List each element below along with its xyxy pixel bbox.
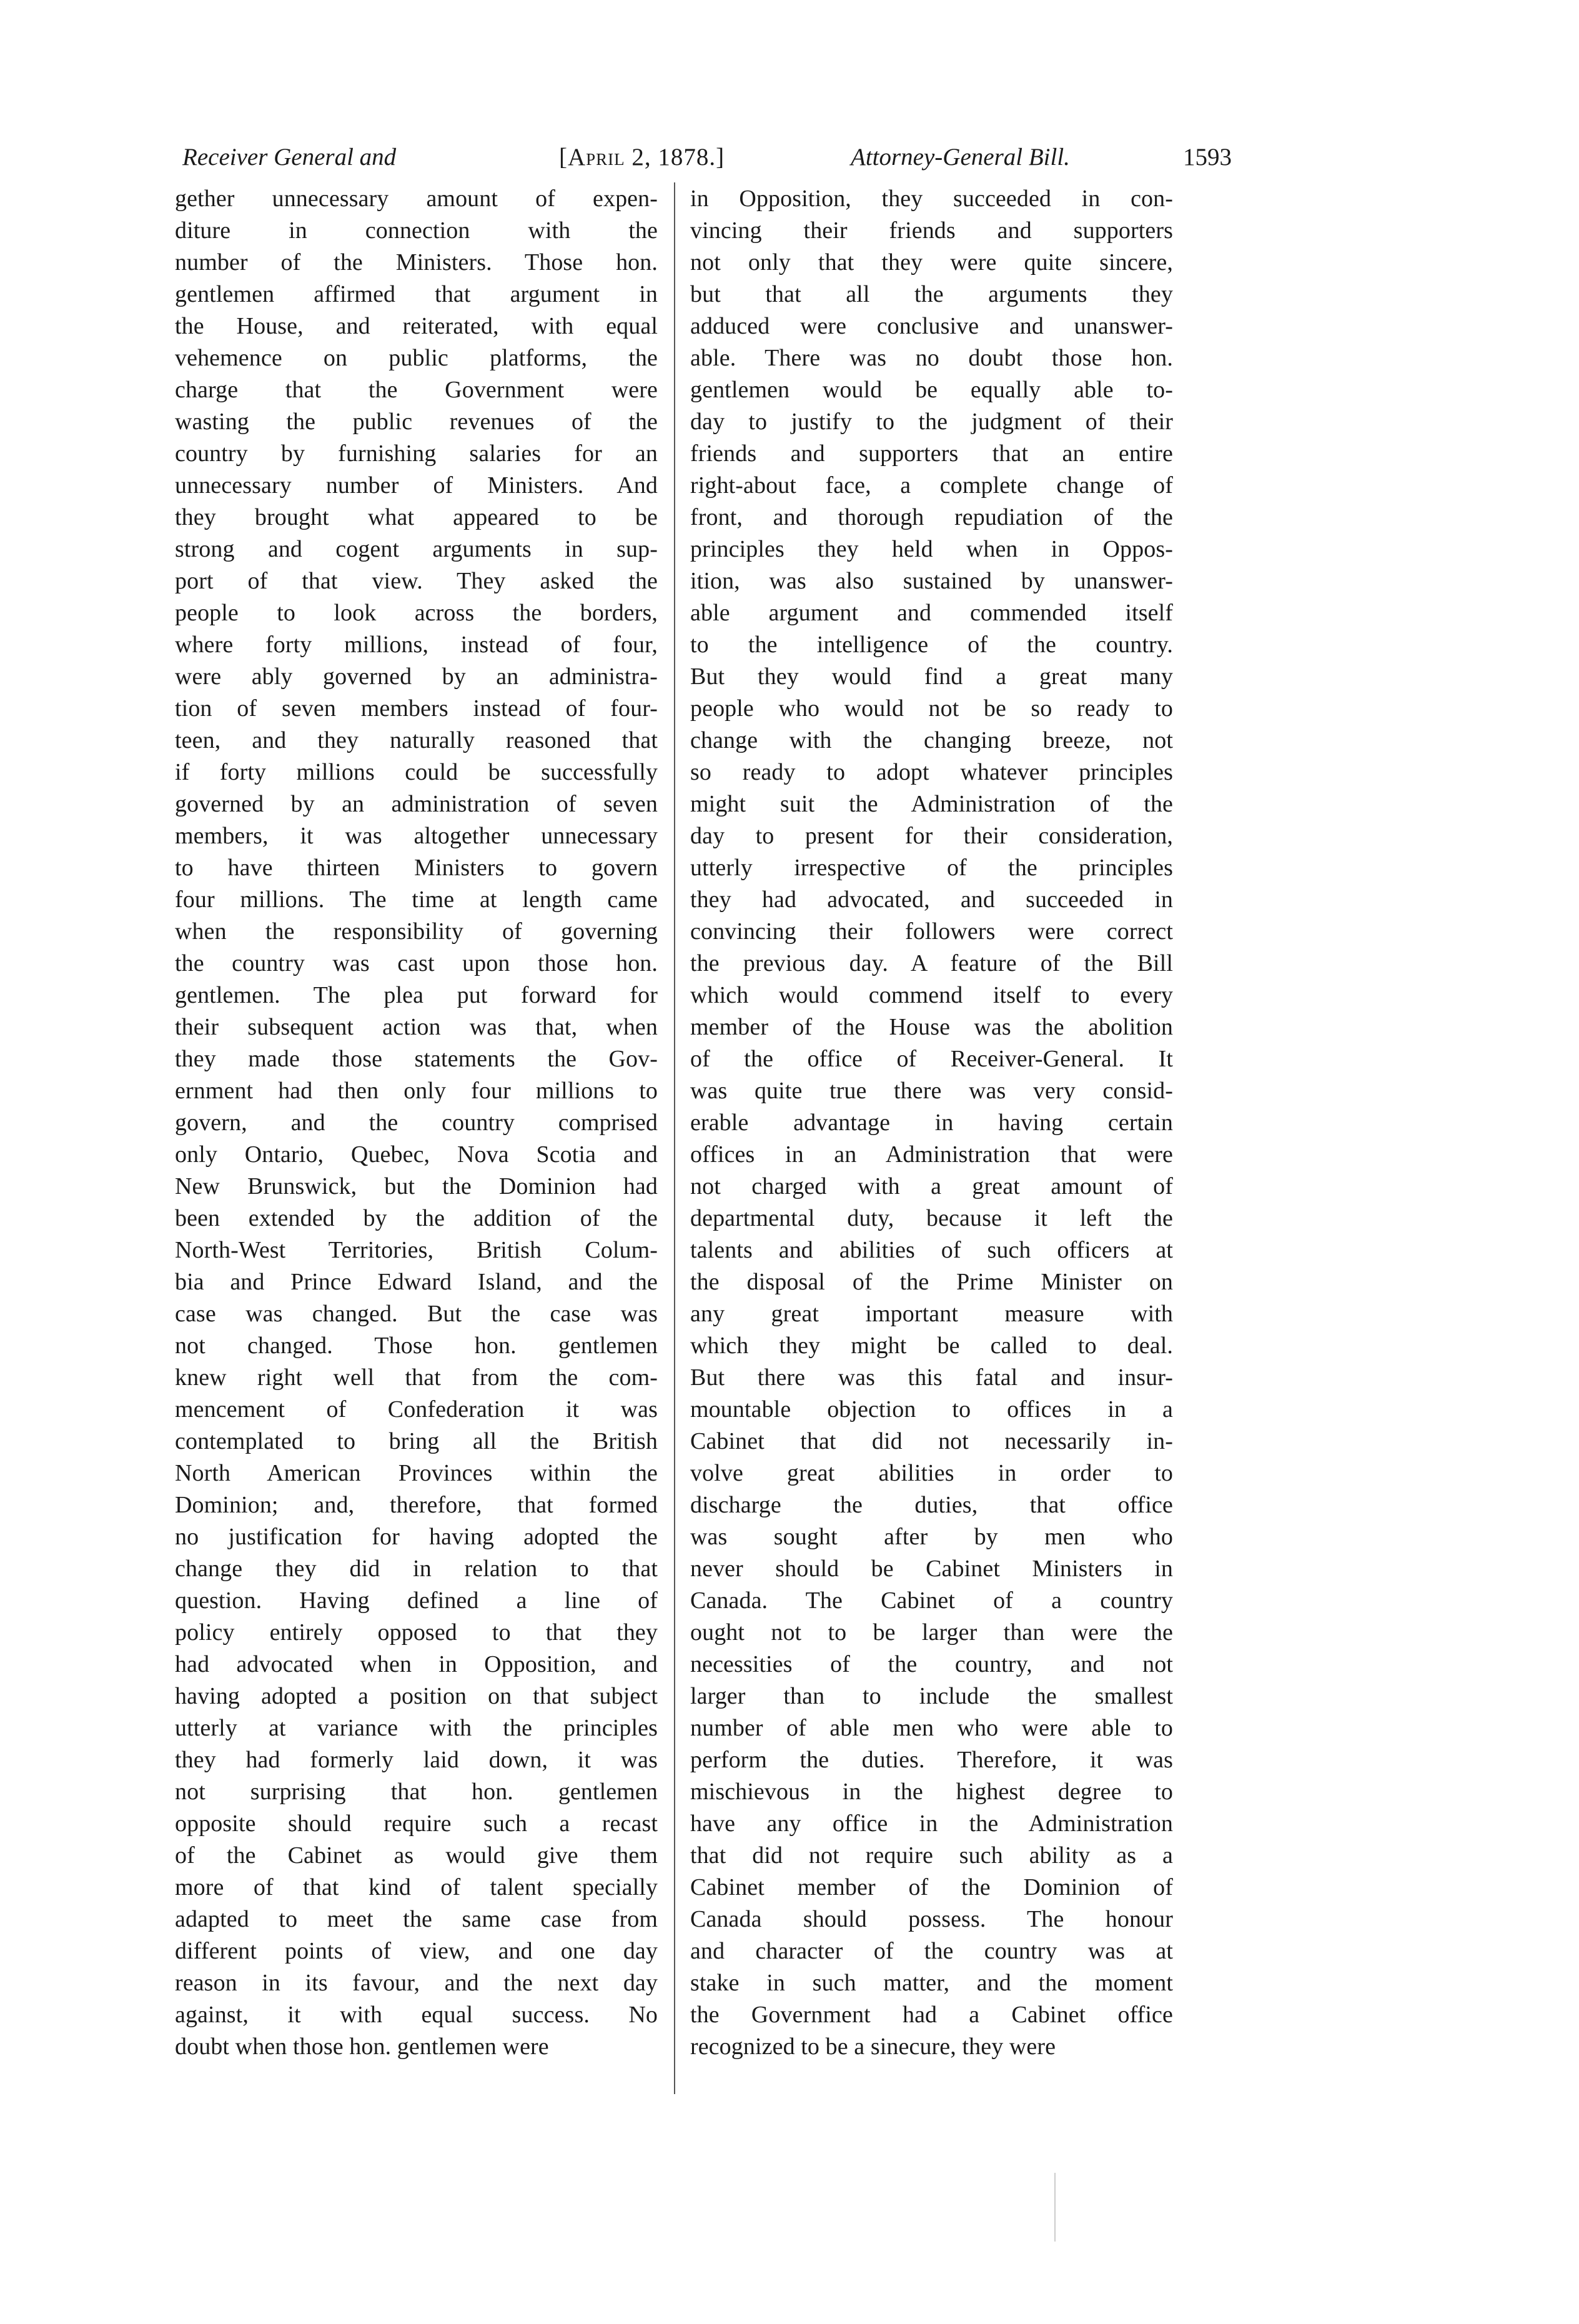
text-line: not changed. Those hon. gentlemen [175, 1333, 658, 1359]
text-line: change they did in relation to that [175, 1556, 658, 1582]
text-line: departmental duty, because it left the [690, 1205, 1173, 1231]
text-line: day to justify to the judgment of their [690, 409, 1173, 435]
text-line: which they might be called to deal. [690, 1333, 1173, 1359]
text-line: diture in connection with the [175, 217, 658, 244]
text-line: tion of seven members instead of four- [175, 695, 658, 722]
running-header [182, 139, 1307, 176]
text-line: perform the duties. Therefore, it was [690, 1747, 1173, 1773]
text-line: front, and thorough repudiation of the [690, 504, 1173, 530]
text-line: they had advocated, and succeeded in [690, 886, 1173, 913]
text-line: different points of view, and one day [175, 1938, 658, 1964]
text-line: not charged with a great amount of [690, 1173, 1173, 1199]
text-line: might suit the Administration of the [690, 791, 1173, 817]
text-line: not surprising that hon. gentlemen [175, 1779, 658, 1805]
text-line: principles they held when in Oppos- [690, 536, 1173, 562]
text-line: country by furnishing salaries for an [175, 440, 658, 467]
text-line: mischievous in the highest degree to [690, 1779, 1173, 1805]
text-line: against, it with equal success. No [175, 2002, 658, 2028]
text-line: if forty millions could be successfully [175, 759, 658, 785]
text-line: they brought what appeared to be [175, 504, 658, 530]
text-line: New Brunswick, but the Dominion had [175, 1173, 658, 1199]
text-line: change with the changing breeze, not [690, 727, 1173, 753]
text-line: govern, and the country comprised [175, 1110, 658, 1136]
text-line: gentlemen affirmed that argument in [175, 281, 658, 307]
text-line: the previous day. A feature of the Bill [690, 950, 1173, 976]
text-line: opposite should require such a recast [175, 1810, 658, 1837]
column-divider-rule [674, 182, 675, 2094]
text-line: erable advantage in having certain [690, 1110, 1173, 1136]
text-line: to the intelligence of the country. [690, 632, 1173, 658]
text-line: North-West Territories, British Colum- [175, 1237, 658, 1263]
page-edge-mark [1054, 2173, 1056, 2242]
text-line: right-about face, a complete change of [690, 472, 1173, 499]
text-line: offices in an Administration that were [690, 1141, 1173, 1168]
text-line: people who would not be so ready to [690, 695, 1173, 722]
text-line: which would commend itself to every [690, 982, 1173, 1008]
header-right-title: Attorney-General Bill. [851, 144, 1070, 171]
text-line: gentlemen would be equally able to- [690, 377, 1173, 403]
text-line: so ready to adopt whatever principles [690, 759, 1173, 785]
text-line: number of the Ministers. Those hon. [175, 249, 658, 276]
text-line: they made those statements the Gov- [175, 1046, 658, 1072]
text-line: wasting the public revenues of the [175, 409, 658, 435]
text-line: able. There was no doubt those hon. [690, 345, 1173, 371]
text-line: vehemence on public platforms, the [175, 345, 658, 371]
text-line: knew right well that from the com- [175, 1364, 658, 1391]
text-line: utterly at variance with the principles [175, 1715, 658, 1741]
text-line: Dominion; and, therefore, that formed [175, 1492, 658, 1518]
text-line: governed by an administration of seven [175, 791, 658, 817]
text-line: convincing their followers were correct [690, 918, 1173, 945]
text-line: people to look across the borders, [175, 600, 658, 626]
text-line: larger than to include the smallest [690, 1683, 1173, 1709]
text-line: strong and cogent arguments in sup- [175, 536, 658, 562]
text-line: was quite true there was very consid- [690, 1078, 1173, 1104]
text-line: of the office of Receiver-General. It [690, 1046, 1173, 1072]
text-line: was sought after by men who [690, 1524, 1173, 1550]
text-line: four millions. The time at length came [175, 886, 658, 913]
text-line: Cabinet that did not necessarily in- [690, 1428, 1173, 1454]
text-line: friends and supporters that an entire [690, 440, 1173, 467]
text-line: bia and Prince Edward Island, and the [175, 1269, 658, 1295]
text-line: more of that kind of talent specially [175, 1874, 658, 1900]
text-line: but that all the arguments they [690, 281, 1173, 307]
text-line: Canada should possess. The honour [690, 1906, 1173, 1932]
text-line: case was changed. But the case was [175, 1301, 658, 1327]
text-line: the country was cast upon those hon. [175, 950, 658, 976]
text-line: their subsequent action was that, when [175, 1014, 658, 1040]
text-line: they had formerly laid down, it was [175, 1747, 658, 1773]
right-text-column [690, 183, 1173, 2063]
text-line: gether unnecessary amount of expen- [175, 186, 658, 212]
text-line: having adopted a position on that subject [175, 1683, 658, 1709]
text-line: charge that the Government were [175, 377, 658, 403]
text-line: ought not to be larger than were the [690, 1619, 1173, 1646]
text-line: adduced were conclusive and unanswer- [690, 313, 1173, 339]
text-line: question. Having defined a line of [175, 1587, 658, 1614]
text-line: But there was this fatal and insur- [690, 1364, 1173, 1391]
text-line: number of able men who were able to [690, 1715, 1173, 1741]
text-line: talents and abilities of such officers at [690, 1237, 1173, 1263]
text-line: discharge the duties, that office [690, 1492, 1173, 1518]
header-date: [April 2, 1878.] [559, 144, 725, 171]
text-line: mountable objection to offices in a [690, 1396, 1173, 1423]
text-line: Canada. The Cabinet of a country [690, 1587, 1173, 1614]
text-line: utterly irrespective of the principles [690, 855, 1173, 881]
text-line: to have thirteen Ministers to govern [175, 855, 658, 881]
text-line: adapted to meet the same case from [175, 1906, 658, 1932]
text-line: teen, and they naturally reasoned that [175, 727, 658, 753]
text-line: doubt when those hon. gentlemen were [175, 2034, 549, 2060]
text-line: were ably governed by an administra- [175, 663, 658, 690]
text-line: in Opposition, they succeeded in con- [690, 186, 1173, 212]
text-line: ition, was also sustained by unanswer- [690, 568, 1173, 594]
text-line: and character of the country was at [690, 1938, 1173, 1964]
text-line: member of the House was the abolition [690, 1014, 1173, 1040]
text-line: been extended by the addition of the [175, 1205, 658, 1231]
text-line: reason in its favour, and the next day [175, 1970, 658, 1996]
text-line: the Government had a Cabinet office [690, 2002, 1173, 2028]
text-line: the House, and reiterated, with equal [175, 313, 658, 339]
text-line: North American Provinces within the [175, 1460, 658, 1486]
header-left-title: Receiver General and [182, 144, 397, 171]
text-line: But they would find a great many [690, 663, 1173, 690]
text-line: mencement of Confederation it was [175, 1396, 658, 1423]
text-line: that did not require such ability as a [690, 1842, 1173, 1869]
text-line: only Ontario, Quebec, Nova Scotia and [175, 1141, 658, 1168]
text-line: members, it was altogether unnecessary [175, 823, 658, 849]
page-number: 1593 [1183, 144, 1232, 171]
text-line: not only that they were quite sincere, [690, 249, 1173, 276]
text-line: no justification for having adopted the [175, 1524, 658, 1550]
text-line: recognized to be a sinecure, they were [690, 2034, 1056, 2060]
text-line: where forty millions, instead of four, [175, 632, 658, 658]
text-line: of the Cabinet as would give them [175, 1842, 658, 1869]
text-line: any great important measure with [690, 1301, 1173, 1327]
text-line: unnecessary number of Ministers. And [175, 472, 658, 499]
text-line: volve great abilities in order to [690, 1460, 1173, 1486]
text-line: necessities of the country, and not [690, 1651, 1173, 1677]
text-line: ernment had then only four millions to [175, 1078, 658, 1104]
text-line: gentlemen. The plea put forward for [175, 982, 658, 1008]
text-line: Cabinet member of the Dominion of [690, 1874, 1173, 1900]
text-line: when the responsibility of governing [175, 918, 658, 945]
text-line: policy entirely opposed to that they [175, 1619, 658, 1646]
left-text-column [175, 183, 658, 2063]
text-line: vincing their friends and supporters [690, 217, 1173, 244]
text-line: never should be Cabinet Ministers in [690, 1556, 1173, 1582]
text-line: contemplated to bring all the British [175, 1428, 658, 1454]
text-line: stake in such matter, and the moment [690, 1970, 1173, 1996]
text-line: port of that view. They asked the [175, 568, 658, 594]
text-line: day to present for their consideration, [690, 823, 1173, 849]
text-line: able argument and commended itself [690, 600, 1173, 626]
text-line: the disposal of the Prime Minister on [690, 1269, 1173, 1295]
text-line: had advocated when in Opposition, and [175, 1651, 658, 1677]
text-line: have any office in the Administration [690, 1810, 1173, 1837]
